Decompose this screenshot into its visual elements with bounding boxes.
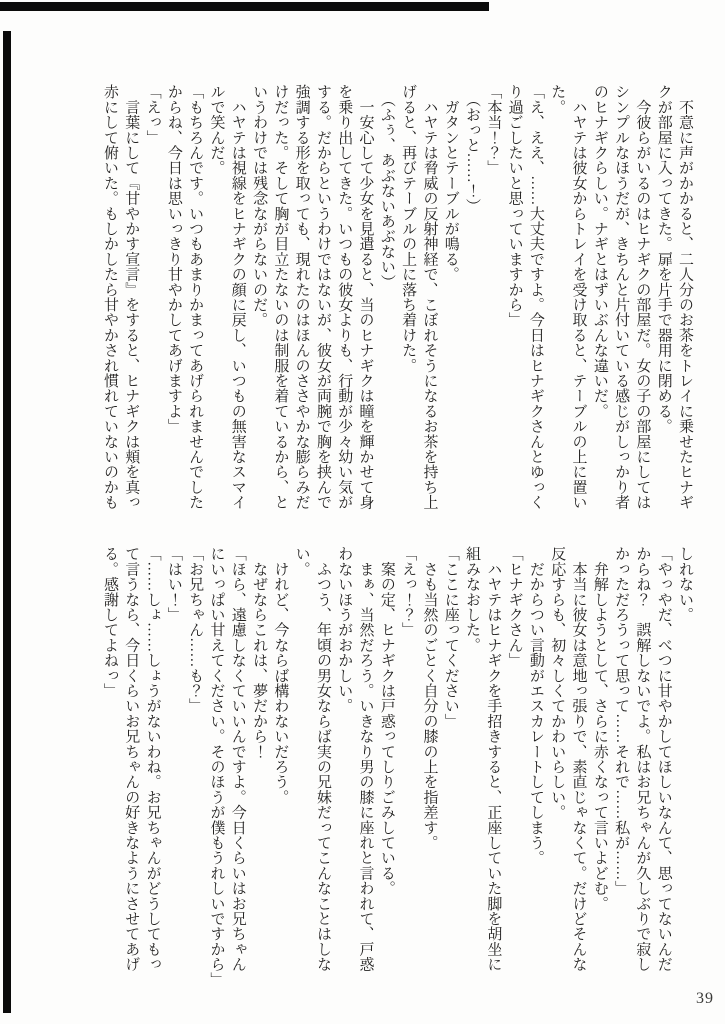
text-column: 弁解しようとして、さらに赤くなって言いよどむ。 xyxy=(591,546,608,911)
text-column: て言うなら、今日くらいお兄ちゃんの好きなようにさせてあげ xyxy=(123,546,140,972)
text-column: いうわけでは残念ながらないのだ。 xyxy=(251,84,268,328)
text-column: い。 xyxy=(293,546,310,577)
scan-artifact-top-bar xyxy=(0,2,489,11)
text-block-bottom xyxy=(99,546,695,987)
text-column: る。感謝してよねっ」 xyxy=(101,546,118,698)
text-block-top xyxy=(99,84,695,512)
text-column: 「……しょ……しょうがないわね。お兄ちゃんがどうしてもっ xyxy=(144,546,161,972)
text-column: （ふぅ、あぶないあぶない） xyxy=(378,84,395,290)
text-column: 不意に声がかかると、二人分のお茶をトレイに乗せたヒナギ xyxy=(677,84,693,510)
text-column: 一安心して少女を見遣ると、当のヒナギクは瞳を輝かせて身 xyxy=(357,84,374,510)
text-column: ハヤテは視線をヒナギクの顔に戻し、いつもの無害なスマイ xyxy=(229,84,246,510)
text-column: けだった。そして胸が目立たないのは制服を着ているから、と xyxy=(272,84,289,510)
text-column: シンプルなほうだが、きちんと片付いている感じがしっかり者 xyxy=(613,84,630,510)
text-column: ハヤテは脅威の反射神経で、こぼれそうになるお茶を持ち上 xyxy=(421,84,438,510)
text-column: 強調する形を取っても、現れたのはほんのささやかな膨らみだ xyxy=(293,84,310,510)
text-column: 「えっ！？」 xyxy=(400,546,417,638)
text-column: げると、再びテーブルの上に落ち着けた。 xyxy=(400,84,417,373)
text-column: ハヤテはヒナギクを手招きすると、正座していた脚を胡坐に xyxy=(485,546,502,972)
text-column: ルで笑んだ。 xyxy=(208,84,225,176)
text-column: さも当然のごとく自分の膝の上を指差す。 xyxy=(421,546,438,850)
text-column: 案の定、ヒナギクは戸惑ってしりごみしている。 xyxy=(378,546,395,896)
text-column: ハヤテは彼女からトレイを受け取ると、テーブルの上に置い xyxy=(570,84,587,510)
text-column: 「やっやだ、べつに甘やかしてほしいなんて、思ってないんだ xyxy=(655,546,672,972)
text-column: 「はい！」 xyxy=(165,546,182,622)
text-column: 「えっ」 xyxy=(144,84,161,145)
text-column: かっただろうって思って……それで……私が……」 xyxy=(613,546,630,896)
text-column: にいっぱい甘えてください。そのほうが僕もうれしいですから」 xyxy=(208,546,225,987)
text-column: からね、今日は思いっきり甘やかしてあげますよ」 xyxy=(165,84,182,434)
text-column: のヒナギクらしい。ナギとはずいぶんな違いだ。 xyxy=(591,84,608,419)
text-column: （おっと……！） xyxy=(464,84,481,214)
text-column: 「お兄ちゃん……も？」 xyxy=(187,546,204,714)
text-column: だからつい言動がエスカレートしてしまう。 xyxy=(527,546,544,866)
page-number: 39 xyxy=(696,990,714,1007)
text-column: ガタンとテーブルが鳴る。 xyxy=(442,84,459,282)
text-column: 「ほら、遠慮しなくていいんですよ。今日くらいはお兄ちゃん xyxy=(229,546,246,972)
text-column: 反応すらも、初々しくてかわいらしい。 xyxy=(549,546,566,820)
text-column: する。だからというわけではないが、彼女が両腕で胸を挟んで xyxy=(314,84,331,510)
text-column: 「え、ええ、……大丈夫ですよ。今日はヒナギクさんとゆっく xyxy=(527,84,544,510)
text-column: 「ここに座ってください」 xyxy=(442,546,459,729)
scan-artifact-left-bar xyxy=(3,31,11,1013)
text-column: 「ヒナギクさん」 xyxy=(506,546,523,668)
text-column: わないほうがおかしい。 xyxy=(336,546,353,714)
text-column: クが部屋に入ってきた。扉を片手で器用に閉める。 xyxy=(655,84,672,434)
text-column: た。 xyxy=(549,84,566,115)
text-column: なぜならこれは、夢だから！ xyxy=(251,546,268,759)
text-column: しれない。 xyxy=(677,546,693,622)
text-column: ふつう、年頃の男女ならば実の兄妹だってこんなことはしな xyxy=(314,546,331,972)
text-column: 言葉にして『甘やかす宣言』をすると、ヒナギクは頬を真っ xyxy=(123,84,140,510)
text-column: 組みなおした。 xyxy=(464,546,481,653)
text-column: り過ごしたいと思っていますから」 xyxy=(506,84,523,328)
text-column: 「本当！？」 xyxy=(485,84,502,176)
text-column: 今彼らがいるのはヒナギクの部屋だ。女の子の部屋にしては xyxy=(634,84,651,510)
text-column: けれど、今ならば構わないだろう。 xyxy=(272,546,289,805)
text-column: からね？ 誤解しないでよ。私はお兄ちゃんが久しぶりで寂し xyxy=(634,546,651,972)
text-column: 「もちろんです。いつもあまりかまってあげられませんでした xyxy=(187,84,204,510)
text-column: 本当に彼女は意地っ張りで、素直じゃなくて。だけどそんな xyxy=(570,546,587,972)
text-column: 赤にして俯いた。もしかしたら甘やかされ慣れていないのかも xyxy=(101,84,118,510)
text-column: まぁ、当然だろう。いきなり男の膝に座れと言われて、戸惑 xyxy=(357,546,374,972)
text-column: を乗り出してきた。いつもの彼女よりも、行動が少々幼い気が xyxy=(336,84,353,510)
